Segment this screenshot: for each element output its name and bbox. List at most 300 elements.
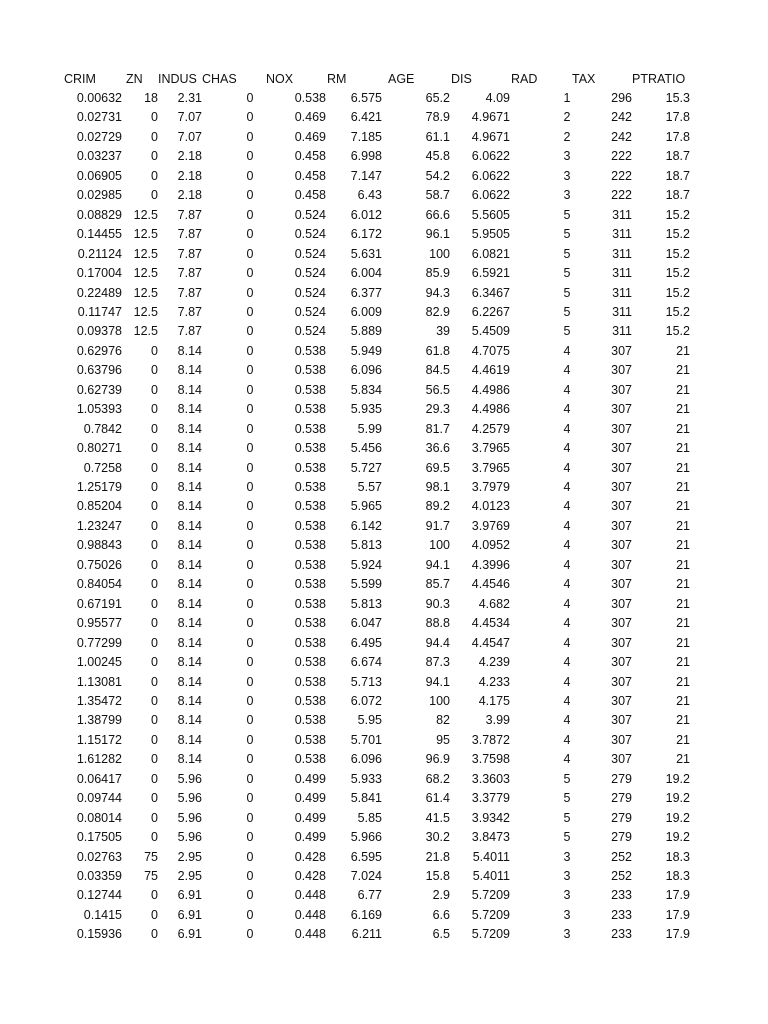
cell-zn: 0 [151, 830, 158, 845]
cell-tax: 307 [611, 616, 632, 631]
table-row [0, 886, 768, 905]
cell-tax: 307 [611, 460, 632, 475]
cell-age: 98.1 [425, 480, 450, 494]
cell-chas: 0 [246, 655, 254, 670]
cell-crim: 0.08829 [76, 207, 122, 222]
cell-dis: 4.0123 [471, 499, 510, 514]
cell-tax: 311 [612, 324, 632, 339]
cell-age: 94.1 [425, 557, 450, 572]
cell-zn: 0 [151, 596, 158, 611]
cell-nox: 0.538 [294, 616, 326, 631]
table-row [0, 634, 768, 653]
cell-ptratio: 21 [676, 363, 690, 378]
cell-ptratio: 21 [676, 460, 690, 475]
table-row [0, 614, 768, 633]
cell-nox: 0.469 [294, 110, 326, 125]
cell-age: 58.7 [425, 188, 450, 203]
cell-tax: 311 [612, 285, 632, 300]
cell-age: 82.9 [425, 304, 450, 319]
cell-indus: 8.14 [177, 655, 202, 670]
cell-age: 78.9 [425, 110, 450, 125]
cell-nox: 0.524 [294, 324, 326, 339]
cell-age: 94.4 [425, 635, 450, 650]
cell-nox: 0.538 [294, 343, 326, 358]
cell-crim: 0.06905 [76, 168, 122, 183]
cell-tax: 222 [611, 168, 632, 183]
cell-indus: 7.07 [177, 129, 202, 144]
cell-age: 94.3 [425, 285, 450, 300]
cell-nox: 0.524 [294, 227, 326, 242]
header-crim: CRIM [64, 72, 96, 86]
cell-chas: 0 [246, 266, 254, 281]
cell-ptratio: 21 [676, 616, 690, 631]
cell-ptratio: 15.2 [665, 324, 690, 339]
cell-indus: 2.18 [177, 149, 202, 164]
cell-indus: 2.95 [177, 849, 202, 864]
cell-rad: 4 [563, 363, 571, 378]
cell-nox: 0.448 [294, 927, 326, 942]
cell-tax: 296 [611, 91, 632, 105]
cell-ptratio: 15.2 [665, 285, 690, 300]
cell-dis: 3.99 [485, 713, 510, 728]
cell-rm: 6.072 [350, 693, 382, 708]
cell-age: 36.6 [425, 441, 450, 456]
cell-ptratio: 15.2 [665, 304, 690, 319]
cell-dis: 3.9342 [471, 810, 510, 825]
cell-rm: 5.841 [350, 791, 382, 806]
cell-age: 56.5 [425, 382, 450, 397]
cell-dis: 4.239 [478, 655, 510, 670]
cell-ptratio: 21 [676, 402, 690, 417]
cell-nox: 0.524 [294, 285, 326, 300]
cell-rad: 4 [563, 655, 571, 670]
table-row [0, 906, 768, 925]
cell-zn: 0 [151, 441, 158, 456]
cell-indus: 8.14 [177, 480, 202, 494]
cell-zn: 0 [151, 655, 158, 670]
cell-crim: 1.15172 [76, 732, 122, 747]
cell-indus: 8.14 [177, 382, 202, 397]
cell-dis: 4.4986 [471, 382, 510, 397]
cell-rad: 4 [563, 635, 571, 650]
cell-indus: 8.14 [177, 460, 202, 475]
table-row [0, 848, 768, 867]
cell-rad: 5 [563, 830, 571, 845]
cell-indus: 8.14 [177, 421, 202, 436]
cell-chas: 0 [246, 168, 254, 183]
table-row [0, 167, 768, 186]
cell-nox: 0.538 [294, 538, 326, 553]
cell-zn: 0 [151, 129, 158, 144]
cell-nox: 0.538 [294, 752, 326, 767]
cell-rm: 6.998 [350, 149, 382, 164]
cell-nox: 0.499 [294, 810, 326, 825]
cell-indus: 8.14 [177, 538, 202, 553]
cell-zn: 0 [151, 188, 158, 203]
cell-ptratio: 21 [676, 343, 690, 358]
cell-zn: 18 [144, 91, 158, 105]
cell-ptratio: 17.8 [665, 110, 690, 125]
cell-tax: 242 [611, 129, 632, 144]
cell-rad: 5 [563, 246, 571, 261]
cell-rad: 5 [563, 810, 571, 825]
cell-indus: 7.87 [177, 266, 202, 281]
cell-chas: 0 [246, 713, 254, 728]
cell-nox: 0.538 [294, 577, 326, 592]
cell-chas: 0 [246, 869, 254, 883]
cell-tax: 222 [611, 149, 632, 164]
cell-indus: 8.14 [177, 693, 202, 708]
cell-rm: 5.933 [350, 771, 382, 786]
cell-rm: 7.147 [350, 168, 382, 183]
cell-ptratio: 21 [676, 635, 690, 650]
cell-dis: 3.7598 [471, 752, 510, 767]
cell-age: 15.8 [425, 869, 450, 883]
cell-rad: 4 [563, 518, 571, 533]
cell-ptratio: 17.8 [665, 129, 690, 144]
cell-rad: 3 [563, 907, 571, 922]
cell-dis: 4.9671 [471, 110, 510, 125]
cell-rm: 5.965 [350, 499, 382, 514]
cell-crim: 0.1415 [83, 907, 122, 922]
cell-rm: 5.99 [357, 421, 382, 436]
table-row [0, 556, 768, 575]
cell-zn: 0 [151, 460, 158, 475]
cell-dis: 3.7979 [471, 480, 510, 494]
table-row [0, 303, 768, 322]
table-row [0, 517, 768, 536]
cell-ptratio: 21 [676, 655, 690, 670]
cell-rm: 5.727 [350, 460, 382, 475]
cell-age: 100 [429, 693, 450, 708]
cell-indus: 8.14 [177, 518, 202, 533]
cell-dis: 4.4986 [471, 402, 510, 417]
table-row [0, 264, 768, 283]
cell-tax: 307 [611, 732, 632, 747]
cell-nox: 0.458 [294, 149, 326, 164]
cell-rad: 3 [563, 188, 571, 203]
cell-zn: 0 [151, 499, 158, 514]
cell-rm: 6.421 [350, 110, 382, 125]
table-row [0, 459, 768, 478]
cell-chas: 0 [246, 538, 254, 553]
cell-tax: 307 [611, 480, 632, 494]
cell-rm: 5.813 [350, 538, 382, 553]
cell-dis: 4.9671 [471, 129, 510, 144]
cell-crim: 0.08014 [76, 810, 122, 825]
cell-tax: 242 [611, 110, 632, 125]
cell-crim: 1.25179 [76, 480, 122, 494]
cell-crim: 0.67191 [76, 596, 122, 611]
cell-ptratio: 21 [676, 674, 690, 689]
cell-dis: 4.0952 [471, 538, 510, 553]
cell-tax: 307 [611, 538, 632, 553]
cell-dis: 5.7209 [471, 907, 510, 922]
table-row [0, 206, 768, 225]
cell-crim: 1.35472 [76, 693, 122, 708]
cell-crim: 0.84054 [76, 577, 122, 592]
cell-dis: 4.4546 [471, 577, 510, 592]
cell-tax: 307 [611, 635, 632, 650]
cell-tax: 311 [612, 266, 632, 281]
cell-rad: 5 [563, 285, 571, 300]
cell-ptratio: 18.3 [665, 869, 690, 883]
cell-dis: 6.0821 [471, 246, 510, 261]
cell-tax: 311 [612, 227, 632, 242]
cell-ptratio: 18.3 [665, 849, 690, 864]
cell-indus: 7.87 [177, 285, 202, 300]
cell-rad: 2 [563, 110, 571, 125]
cell-ptratio: 21 [676, 441, 690, 456]
cell-rm: 5.57 [357, 480, 382, 494]
cell-rm: 6.211 [351, 927, 382, 942]
cell-dis: 4.233 [478, 674, 510, 689]
cell-zn: 0 [151, 168, 158, 183]
cell-dis: 5.7209 [471, 927, 510, 942]
cell-rad: 4 [563, 713, 571, 728]
table-row [0, 575, 768, 594]
cell-age: 82 [436, 713, 450, 728]
cell-age: 96.1 [425, 227, 450, 242]
cell-rm: 5.924 [350, 557, 382, 572]
cell-crim: 0.06417 [76, 771, 122, 786]
cell-nox: 0.448 [294, 907, 326, 922]
cell-chas: 0 [246, 596, 254, 611]
cell-rad: 5 [563, 791, 571, 806]
cell-chas: 0 [246, 324, 254, 339]
cell-ptratio: 15.2 [665, 227, 690, 242]
cell-crim: 1.00245 [76, 655, 122, 670]
cell-dis: 4.682 [478, 596, 510, 611]
cell-dis: 4.3996 [471, 557, 510, 572]
cell-crim: 0.85204 [76, 499, 122, 514]
cell-rm: 6.77 [357, 888, 382, 903]
cell-ptratio: 21 [676, 577, 690, 592]
cell-indus: 7.87 [177, 207, 202, 222]
cell-tax: 311 [612, 246, 632, 261]
cell-rm: 6.004 [350, 266, 382, 281]
table-row [0, 186, 768, 205]
cell-rm: 5.966 [350, 830, 382, 845]
cell-chas: 0 [246, 207, 254, 222]
table-row [0, 322, 768, 341]
cell-crim: 1.61282 [76, 752, 122, 767]
header-rm: RM [327, 72, 347, 86]
cell-tax: 307 [611, 402, 632, 417]
cell-age: 85.7 [425, 577, 450, 592]
cell-rad: 4 [563, 460, 571, 475]
cell-tax: 233 [611, 907, 632, 922]
cell-ptratio: 17.9 [665, 927, 690, 942]
cell-chas: 0 [246, 382, 254, 397]
cell-rad: 4 [563, 343, 571, 358]
cell-dis: 6.0622 [471, 188, 510, 203]
cell-tax: 307 [611, 655, 632, 670]
cell-dis: 3.7965 [471, 441, 510, 456]
cell-chas: 0 [246, 149, 254, 164]
cell-chas: 0 [246, 363, 254, 378]
cell-chas: 0 [246, 460, 254, 475]
cell-ptratio: 21 [676, 382, 690, 397]
cell-rad: 4 [563, 480, 571, 494]
cell-nox: 0.448 [294, 888, 326, 903]
cell-ptratio: 21 [676, 713, 690, 728]
cell-chas: 0 [246, 830, 254, 845]
table-row [0, 400, 768, 419]
cell-age: 29.3 [425, 402, 450, 417]
cell-rm: 5.85 [357, 810, 382, 825]
cell-rad: 4 [563, 752, 571, 767]
cell-ptratio: 21 [676, 480, 690, 494]
table-row [0, 867, 768, 886]
cell-ptratio: 21 [676, 732, 690, 747]
header-zn: ZN [126, 72, 143, 86]
cell-crim: 0.00632 [76, 91, 122, 105]
cell-zn: 0 [151, 907, 158, 922]
cell-indus: 8.14 [177, 343, 202, 358]
cell-ptratio: 21 [676, 538, 690, 553]
cell-rm: 5.935 [350, 402, 382, 417]
cell-indus: 8.14 [177, 752, 202, 767]
cell-age: 6.6 [432, 907, 450, 922]
cell-chas: 0 [246, 849, 254, 864]
cell-age: 69.5 [425, 460, 450, 475]
cell-age: 81.7 [425, 421, 450, 436]
table-row [0, 711, 768, 730]
cell-rad: 5 [563, 227, 571, 242]
cell-tax: 307 [611, 363, 632, 378]
cell-ptratio: 17.9 [665, 888, 690, 903]
cell-rm: 5.713 [350, 674, 382, 689]
cell-rad: 5 [563, 324, 571, 339]
cell-crim: 0.03237 [76, 149, 122, 164]
cell-rad: 4 [563, 499, 571, 514]
cell-rm: 6.096 [350, 363, 382, 378]
cell-indus: 6.91 [177, 927, 202, 942]
cell-chas: 0 [246, 693, 254, 708]
cell-dis: 3.9769 [471, 518, 510, 533]
cell-rad: 2 [563, 129, 571, 144]
cell-crim: 0.75026 [76, 557, 122, 572]
cell-chas: 0 [246, 227, 254, 242]
cell-age: 41.5 [425, 810, 450, 825]
cell-nox: 0.538 [294, 402, 326, 417]
cell-indus: 8.14 [177, 557, 202, 572]
cell-nox: 0.538 [294, 382, 326, 397]
cell-chas: 0 [246, 732, 254, 747]
cell-rm: 6.43 [357, 188, 382, 203]
cell-rad: 3 [563, 149, 571, 164]
cell-tax: 307 [611, 693, 632, 708]
cell-chas: 0 [246, 402, 254, 417]
cell-age: 54.2 [425, 168, 450, 183]
cell-zn: 0 [151, 635, 158, 650]
cell-chas: 0 [246, 616, 254, 631]
cell-indus: 5.96 [177, 830, 202, 845]
cell-rad: 4 [563, 402, 571, 417]
cell-crim: 0.02985 [76, 188, 122, 203]
cell-rad: 4 [563, 538, 571, 553]
cell-zn: 75 [144, 869, 158, 883]
cell-rm: 5.701 [350, 732, 382, 747]
cell-nox: 0.538 [294, 363, 326, 378]
cell-nox: 0.458 [294, 188, 326, 203]
cell-chas: 0 [246, 91, 254, 105]
header-row [0, 70, 768, 89]
cell-rm: 6.575 [350, 91, 382, 105]
cell-rm: 5.456 [350, 441, 382, 456]
cell-dis: 4.7075 [471, 343, 510, 358]
cell-rad: 4 [563, 557, 571, 572]
cell-age: 91.7 [425, 518, 450, 533]
cell-ptratio: 19.2 [665, 771, 690, 786]
cell-ptratio: 17.9 [665, 907, 690, 922]
cell-zn: 0 [151, 752, 158, 767]
cell-indus: 8.14 [177, 616, 202, 631]
cell-nox: 0.538 [294, 460, 326, 475]
cell-indus: 6.91 [177, 888, 202, 903]
table-row [0, 731, 768, 750]
cell-chas: 0 [246, 888, 254, 903]
cell-age: 100 [429, 538, 450, 553]
cell-indus: 8.14 [177, 402, 202, 417]
cell-indus: 2.31 [177, 91, 202, 105]
cell-tax: 307 [611, 713, 632, 728]
cell-indus: 2.18 [177, 188, 202, 203]
cell-indus: 5.96 [177, 810, 202, 825]
cell-rad: 3 [563, 849, 571, 864]
cell-chas: 0 [246, 499, 254, 514]
header-chas: CHAS [202, 72, 237, 86]
cell-dis: 3.3603 [471, 771, 510, 786]
cell-chas: 0 [246, 129, 254, 144]
cell-zn: 0 [151, 421, 158, 436]
cell-ptratio: 21 [676, 518, 690, 533]
cell-age: 61.1 [425, 129, 450, 144]
cell-nox: 0.538 [294, 421, 326, 436]
cell-crim: 0.22489 [76, 285, 122, 300]
cell-indus: 7.87 [177, 324, 202, 339]
cell-rm: 6.047 [350, 616, 382, 631]
cell-chas: 0 [246, 480, 254, 494]
cell-crim: 1.38799 [76, 713, 122, 728]
cell-chas: 0 [246, 927, 254, 942]
table-row [0, 89, 768, 108]
cell-rm: 5.813 [350, 596, 382, 611]
cell-chas: 0 [246, 810, 254, 825]
cell-zn: 12.5 [133, 304, 158, 319]
cell-tax: 307 [611, 441, 632, 456]
cell-tax: 307 [611, 421, 632, 436]
cell-zn: 12.5 [133, 285, 158, 300]
cell-tax: 307 [611, 499, 632, 514]
cell-nox: 0.499 [294, 830, 326, 845]
cell-rad: 4 [563, 577, 571, 592]
cell-indus: 7.87 [177, 246, 202, 261]
cell-tax: 279 [611, 830, 632, 845]
cell-nox: 0.469 [294, 129, 326, 144]
table-row [0, 284, 768, 303]
header-tax: TAX [572, 72, 596, 86]
cell-age: 65.2 [425, 91, 450, 105]
cell-indus: 8.14 [177, 363, 202, 378]
table-row [0, 770, 768, 789]
cell-age: 88.8 [425, 616, 450, 631]
cell-nox: 0.538 [294, 674, 326, 689]
cell-rm: 6.172 [350, 227, 382, 242]
cell-rad: 4 [563, 674, 571, 689]
cell-dis: 4.4534 [471, 616, 510, 631]
